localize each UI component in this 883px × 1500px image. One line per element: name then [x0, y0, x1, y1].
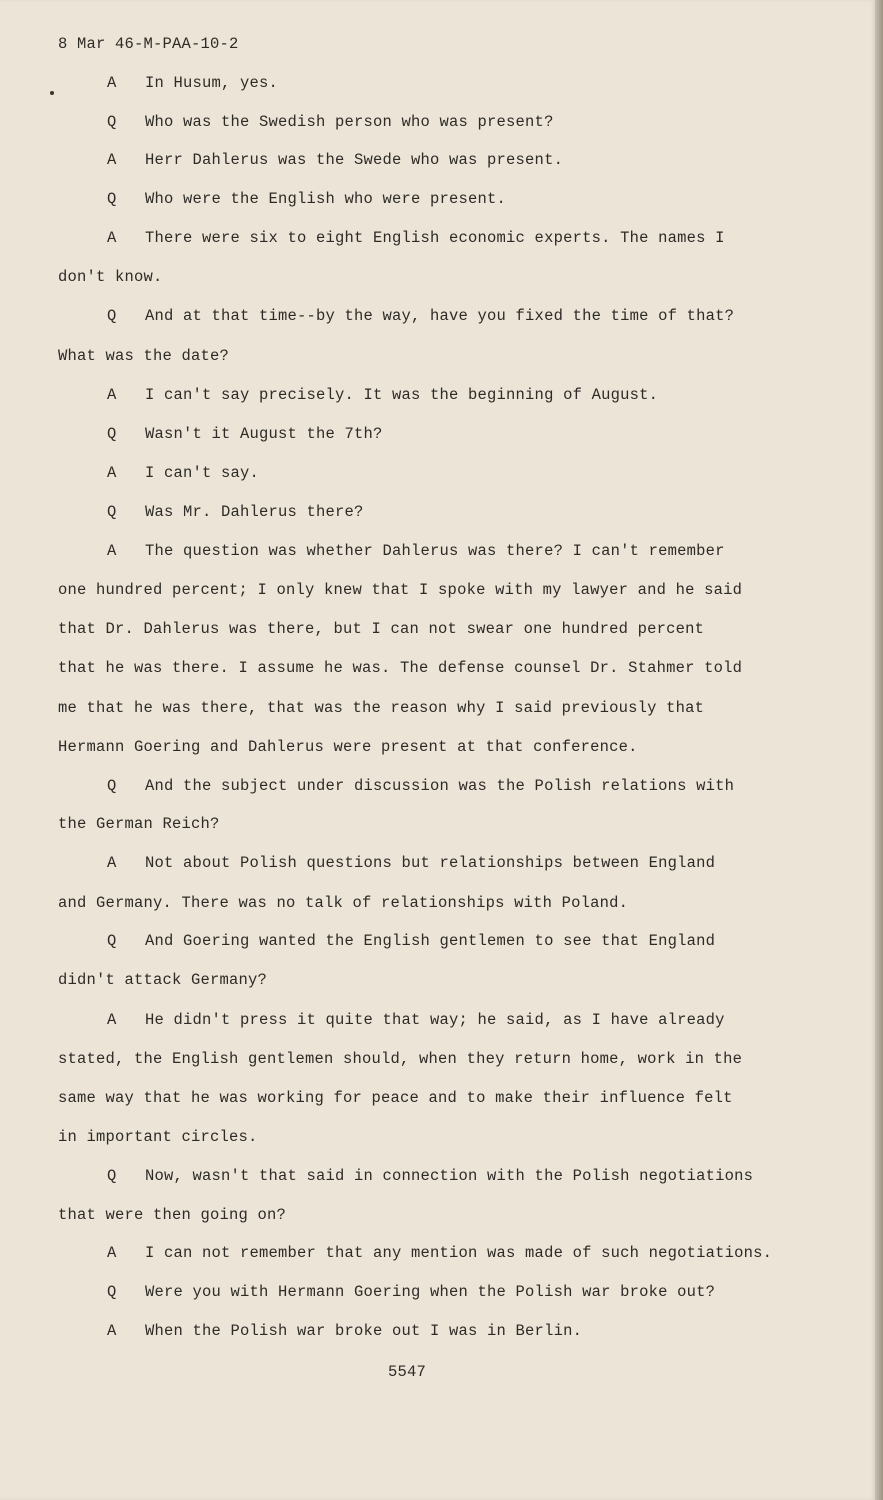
speaker-marker: Q	[107, 425, 117, 443]
line-text: Who were the English who were present.	[145, 190, 507, 208]
speaker-marker: A	[107, 542, 117, 560]
speaker-marker: A	[107, 151, 117, 169]
speaker-marker: A	[107, 1244, 117, 1262]
continuation-line: that Dr. Dahlerus was there, but I can not swear one hundred percent	[58, 620, 705, 638]
line-text: I can't say precisely. It was the beginning of August.	[145, 386, 659, 404]
continuation-line: stated, the English gentlemen should, when they return home, work in the	[58, 1050, 743, 1068]
line-text: Wasn't it August the 7th?	[145, 425, 383, 443]
line-text: Were you with Hermann Goering when the Polish war broke out?	[145, 1283, 716, 1301]
continuation-line: the German Reich?	[58, 815, 220, 833]
line-text: In Husum, yes.	[145, 74, 279, 92]
line-text: I can not remember that any mention was made of such negotiations.	[145, 1244, 773, 1262]
page-edge	[875, 0, 883, 1500]
document-header: 8 Mar 46-M-PAA-10-2	[58, 35, 239, 53]
speaker-marker: Q	[107, 307, 117, 325]
continuation-line: didn't attack Germany?	[58, 971, 268, 989]
speaker-marker: Q	[107, 1283, 117, 1301]
continuation-line: same way that he was working for peace and to make their influence felt	[58, 1089, 733, 1107]
speaker-marker: Q	[107, 777, 117, 795]
ink-speck	[50, 91, 54, 95]
line-text: Now, wasn't that said in connection with the Polish negotiations	[145, 1167, 754, 1185]
continuation-line: don't know.	[58, 268, 163, 286]
line-text: Herr Dahlerus was the Swede who was present.	[145, 151, 564, 169]
line-text: I can't say.	[145, 464, 260, 482]
speaker-marker: A	[107, 386, 117, 404]
speaker-marker: A	[107, 1011, 117, 1029]
line-text: And Goering wanted the English gentlemen to see that England	[145, 932, 716, 950]
continuation-line: that were then going on?	[58, 1206, 287, 1224]
page-number: 5547	[388, 1363, 427, 1381]
line-text: And the subject under discussion was the Polish relations with	[145, 777, 735, 795]
continuation-line: one hundred percent; I only knew that I spoke with my lawyer and he said	[58, 581, 743, 599]
line-text: There were six to eight English economic experts. The names I	[145, 229, 725, 247]
speaker-marker: Q	[107, 113, 117, 131]
line-text: Who was the Swedish person who was present?	[145, 113, 554, 131]
continuation-line: and Germany. There was no talk of relationships with Poland.	[58, 894, 629, 912]
continuation-line: that he was there. I assume he was. The defense counsel Dr. Stahmer told	[58, 659, 743, 677]
continuation-line: me that he was there, that was the reason why I said previously that	[58, 699, 705, 717]
speaker-marker: Q	[107, 932, 117, 950]
speaker-marker: A	[107, 74, 117, 92]
speaker-marker: A	[107, 854, 117, 872]
line-text: He didn't press it quite that way; he said, as I have already	[145, 1011, 725, 1029]
continuation-line: Hermann Goering and Dahlerus were present at that conference.	[58, 738, 638, 756]
line-text: When the Polish war broke out I was in Berlin.	[145, 1322, 583, 1340]
speaker-marker: A	[107, 464, 117, 482]
speaker-marker: A	[107, 229, 117, 247]
line-text: The question was whether Dahlerus was there? I can't remember	[145, 542, 725, 560]
line-text: Not about Polish questions but relationships between England	[145, 854, 716, 872]
line-text: Was Mr. Dahlerus there?	[145, 503, 364, 521]
continuation-line: What was the date?	[58, 347, 230, 365]
line-text: And at that time--by the way, have you fixed the time of that?	[145, 307, 735, 325]
speaker-marker: Q	[107, 1167, 117, 1185]
continuation-line: in important circles.	[58, 1128, 258, 1146]
speaker-marker: Q	[107, 503, 117, 521]
speaker-marker: Q	[107, 190, 117, 208]
speaker-marker: A	[107, 1322, 117, 1340]
